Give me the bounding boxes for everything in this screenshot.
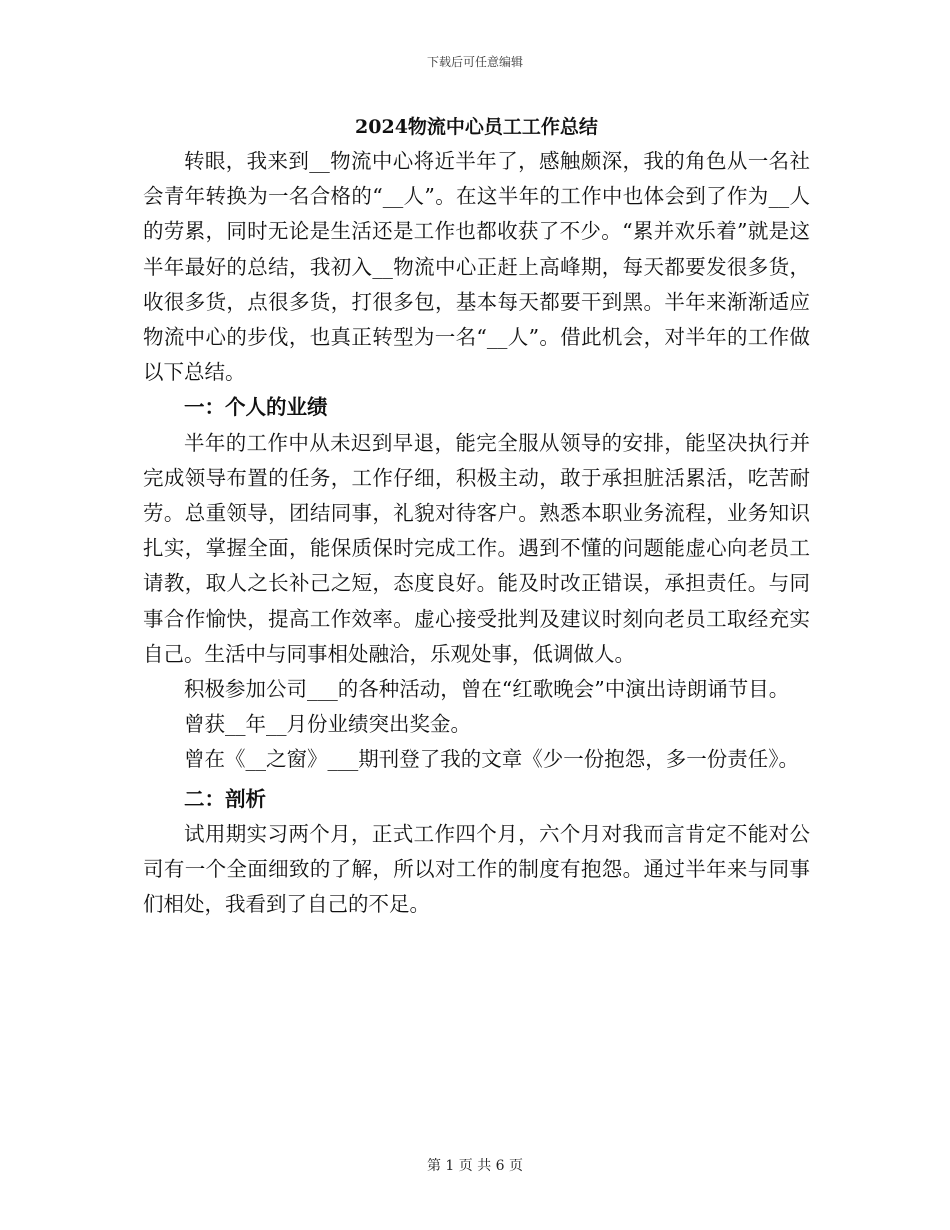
activities-paragraph: 积极参加公司___的各种活动，曾在“红歌晚会”中演出诗朗诵节目。 bbox=[184, 677, 790, 702]
section-heading-analysis: 二：剖析 bbox=[184, 786, 266, 811]
award-paragraph: 曾获__年__月份业绩突出奖金。 bbox=[184, 712, 471, 737]
section-heading-performance: 一：个人的业绩 bbox=[184, 395, 328, 420]
document-title: 2024物流中心员工工作总结 bbox=[355, 116, 598, 138]
page-header-note: 下载后可任意编辑 bbox=[426, 55, 523, 69]
article-paragraph: 曾在《__之窗》___期刊登了我的文章《少一份抱怨，多一份责任》。 bbox=[184, 747, 799, 772]
document-body bbox=[143, 112, 810, 922]
analysis-paragraph: 试用期实习两个月，正式工作四个月，六个月对我而言肯定不能对公司有一个全面细致的了解，所以对工作的制度有抱怨。通过半年来与同事们相处，我看到了自己的不足。 bbox=[143, 821, 810, 917]
intro-paragraph: 转眼，我来到__物流中心将近半年了，感触颇深，我的角色从一名社会青年转换为一名合格的“__人”。在这半年的工作中也体会到了作为__人的劳累，同时无论是生活还是工作也都收获了不少。“累并欢乐着”就是这半年最好的总结，我初入__物流中心正赶上高峰期，每天都要发很多货，收很多货，点很多货，打很多包，基本每天都要干到黑。半年来渐渐适应物流中心的步伐，也真正转型为一名“__人”。借此机会，对半年的工作做以下总结。 bbox=[143, 149, 810, 385]
page-number: 第 1 页 共 6 页 bbox=[426, 1158, 524, 1174]
performance-paragraph: 半年的工作中从未迟到早退，能完全服从领导的安排，能坚决执行并完成领导布置的任务，工作仔细，积极主动，敢于承担脏活累活，吃苦耐劳。总重领导，团结同事，礼貌对待客户。熟悉本职业务流程，业务知识扎实，掌握全面，能保质保时完成工作。遇到不懂的问题能虚心向老员工请教，取人之长补己之短，态度良好。能及时改正错误，承担责任。与同事合作愉快，提高工作效率。虚心接受批判及建议时刻向老员工取经充实自己。生活中与同事相处融洽，乐观处事，低调做人。 bbox=[143, 430, 810, 666]
